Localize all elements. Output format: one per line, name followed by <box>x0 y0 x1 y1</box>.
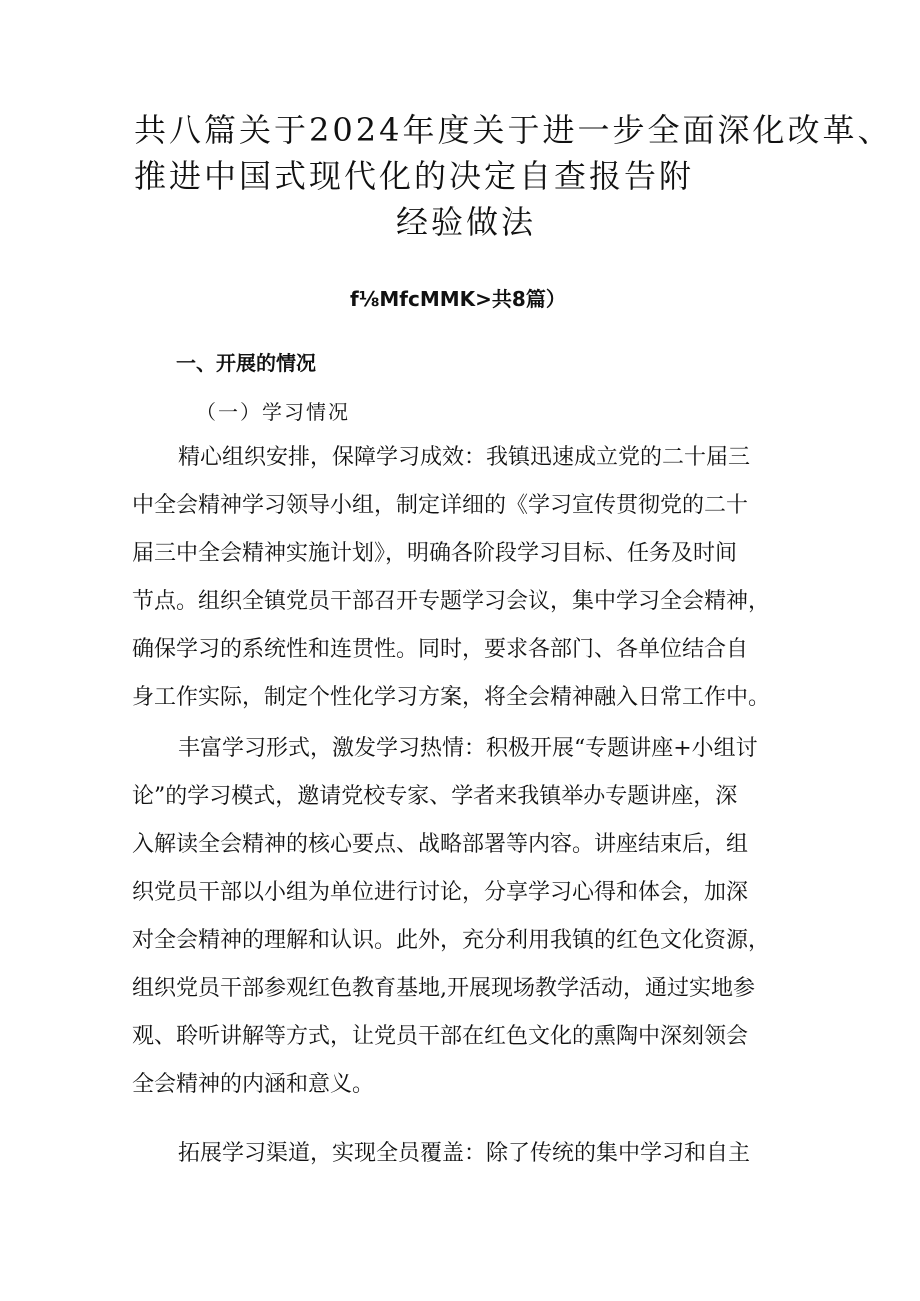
paragraph-line: 拓展学习渠道，实现全员覆盖：除了传统的集中学习和自主 <box>178 1141 751 1166</box>
document-title-line-1: 共八篇关于2024年度关于进一步全面深化改革、 <box>134 111 893 149</box>
document-title-line-3: 经验做法 <box>396 203 537 241</box>
paragraph-line: 入解读全会精神的核心要点、战略部署等内容。讲座结束后，组 <box>132 832 749 857</box>
paragraph-line: 届三中全会精神实施计划》，明确各阶段学习目标、任务及时间 <box>132 541 738 566</box>
subsection-heading: （一）学习情况 <box>196 400 350 424</box>
paragraph-line: 节点。组织全镇党员干部召开专题学习会议，集中学习全会精神， <box>132 589 771 614</box>
paragraph-line: 中全会精神学习领导小组，制定详细的《学习宣传贯彻党的二十 <box>132 493 749 518</box>
paragraph-line: 丰富学习形式，激发学习热情：积极开展“专题讲座+小组讨 <box>178 736 758 761</box>
document-title-line-2: 推进中国式现代化的决定自查报告附 <box>134 157 695 195</box>
paragraph-line: 观、聆听讲解等方式，让党员干部在红色文化的熏陶中深刻领会 <box>132 1024 749 1049</box>
paragraph-line: 精心组织安排，保障学习成效：我镇迅速成立党的二十届三 <box>178 445 751 470</box>
paragraph-line: 组织党员干部参观红色教育基地,开展现场教学活动，通过实地参 <box>132 976 755 1001</box>
section-heading: 一、开展的情况 <box>176 351 316 375</box>
paragraph-line: 全会精神的内涵和意义。 <box>132 1072 375 1097</box>
document-subtitle: f⅛MfcMMK>共8篇） <box>350 287 566 311</box>
paragraph-line: 织党员干部以小组为单位进行讨论，分享学习心得和体会，加深 <box>132 880 749 905</box>
paragraph-line: 对全会精神的理解和认识。此外，充分利用我镇的红色文化资源， <box>132 928 771 953</box>
paragraph-line: 身工作实际，制定个性化学习方案，将全会精神融入日常工作中。 <box>132 685 771 710</box>
paragraph-line: 论”的学习模式，邀请党校专家、学者来我镇举办专题讲座，深 <box>132 784 738 809</box>
paragraph-line: 确保学习的系统性和连贯性。同时，要求各部门、各单位结合自 <box>132 637 749 662</box>
